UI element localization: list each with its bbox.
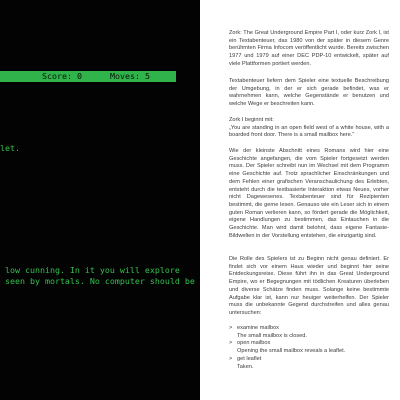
moves-label: Moves: 5: [110, 71, 150, 81]
command-text: get leaflet: [237, 355, 262, 362]
paragraph: Die Rolle des Spielers ist zu Beginn nicht genau definiert. Er findet sich vor einem Haus wieder und beginnt hier seine Entdeckungsreise. Diese führt ihn in das Great Underground Empire, wo er Begegnungen mit tödlichen Kreaturen überleben und diverse Schätze finden muss. Solange keine bestimmte Aufgabe klar ist, kann nur heuiger weiterhelfen. Der Spieler muss die unbekannte Gegend durchstreifen und alles genau untersuchen:: [229, 256, 389, 316]
terminal-line: let.: [0, 143, 20, 153]
quote-intro: Zork I beginnt mit:: [229, 117, 274, 123]
command-item: [229, 340, 389, 348]
paragraph: Zork: The Great Underground Empire Part I, oder kurz Zork I, ist ein Textabenteuer, das 1980 von der später in diesem Genre berühmten Firma Infocom veröffentlicht wurde. Bereits zwischen 1977 und 1979 auf einer DEC PDP-10 entwickelt, später auf viele Plattformen portiert werden.: [229, 30, 389, 67]
quote-block: [229, 117, 389, 140]
prompt-symbol: >: [229, 340, 233, 347]
command-response: The small mailbox is closed.: [237, 332, 307, 339]
command-list: [229, 325, 389, 371]
paragraph: Wie der kleinste Abschnitt eines Romans wird hier eine Geschichte angefangen, die vom Spieler fortgesetzt werden muss. Der Spieler schreibt nun im Wechsel mit dem Programm eine Geschichte auf. Trotz sprachlicher Einschränkungen und dem Fehlen einer grafischen Veranschaulichung des Erlebten, entsteht durch die textbasierte Interaktion etwas Neues, vorher nicht Dagewesenes. Textabenteuer sind für Rezipienten bestimmt, die gerne lesen. Genauso wie ein Leser sich in einem guten Roman verlieren kann, so fördert gerade die Möglichkeit, eigene Handlungen zu bestimmen, das Eintauchen in die Geschichte. Man wird damit belohnt, dass eigene Fantasie-Bildwelten in der Vorstellung entstehen, die einzigartig sind.: [229, 148, 389, 239]
status-bar: [0, 71, 176, 82]
score-label: Score: 0: [42, 71, 82, 81]
command-item: [229, 356, 389, 364]
command-text: examine mailbox: [237, 325, 279, 331]
terminal-line: low cunning. In it you will explore: [0, 265, 180, 275]
terminal-line: seen by mortals. No computer should be: [0, 276, 195, 286]
command-text: open mailbox: [237, 340, 271, 347]
prompt-symbol: >: [229, 325, 233, 331]
quote-text: „You are standing in an open field west of a white house, with a boarded front door. There is a small mailbox here.": [229, 124, 389, 139]
command-item: [229, 325, 389, 333]
paragraph: Textabenteuer liefern dem Spieler eine textuelle Beschreibung der Umgebung, in der er sich gerade befindet, was er wahrnehmen kann, welche Gegenstände er benutzen und welche Wege er beschreiten kann.: [229, 78, 389, 108]
command-response: Opening the small mailbox reveals a leaflet.: [237, 348, 346, 355]
article-page: [200, 0, 400, 400]
prompt-symbol: >: [229, 355, 233, 362]
command-response: Taken.: [237, 363, 254, 370]
